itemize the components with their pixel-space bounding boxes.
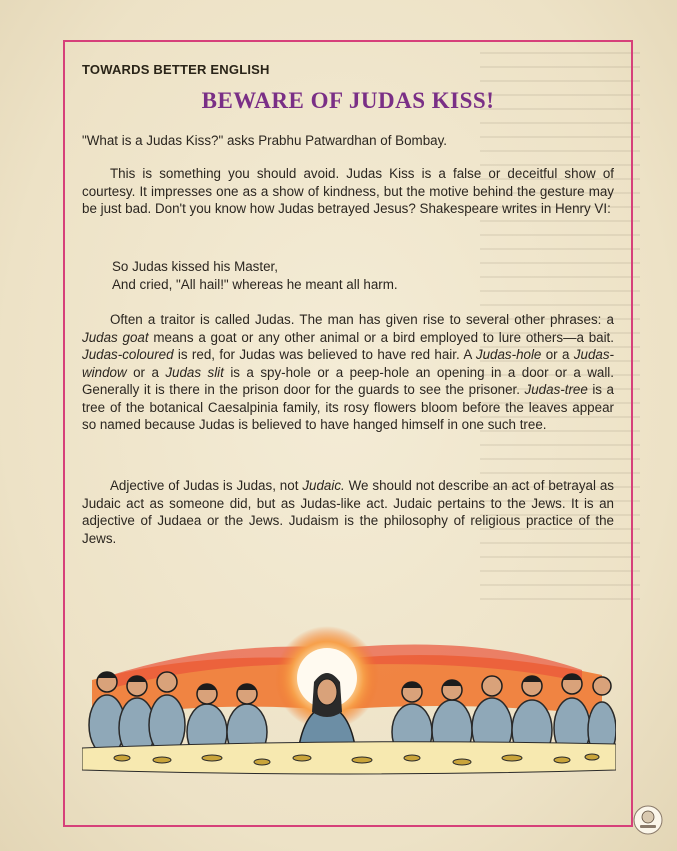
para3-text-1: Adjective of Judas is Judas, not bbox=[110, 478, 303, 493]
para2-text-2: means a goat or any other animal or a bird employed to lure others—a bait. bbox=[148, 329, 615, 345]
term-judas-window: Judas-window bbox=[82, 347, 614, 380]
term-judas-slit: Judas slit bbox=[165, 364, 224, 380]
term-judas-goat: Judas goat bbox=[82, 329, 149, 345]
para3-text-2: We should not describe an act of betrayal as Judaic act as someone did, but as Judas-like act. Judaic pertains to the Jews. It is an adjective of Judaea or the Jews. Judaism is the philosophy of religious practice of the Jews. bbox=[82, 478, 614, 546]
section-label: TOWARDS BETTER ENGLISH bbox=[82, 62, 270, 77]
watermark-logo bbox=[632, 804, 664, 836]
para2-text-1: Often a traitor is called Judas. The man has given rise to several other phrases: a bbox=[110, 312, 614, 327]
paragraph-1-text: This is something you should avoid. Judas Kiss is a false or deceitful show of courtesy. It impresses one as a show of kindness, but the motive behind the gesture may be just bad. Don't you know how Judas betrayed Jesus? Shakespeare writes in Henry VI: bbox=[82, 166, 614, 216]
para2-text-3: is red, for Judas was believed to have red hair. A bbox=[173, 347, 476, 362]
para2-text-7: is a tree of the botanical Caesalpinia family, its rosy flowers bloom before the leaves appear so named because Judas is believed to have hanged himself in one such tree. bbox=[82, 382, 614, 432]
quote-line-2: And cried, "All hail!" whereas he meant all harm. bbox=[112, 277, 398, 292]
last-supper-illustration bbox=[82, 620, 616, 780]
reader-question bbox=[82, 132, 614, 150]
term-judas-tree: Judas-tree bbox=[524, 382, 588, 397]
term-judaic: Judaic. bbox=[302, 478, 345, 493]
paragraph-2-text bbox=[82, 311, 614, 434]
question-text: "What is a Judas Kiss?" asks Prabhu Patwardhan of Bombay. bbox=[82, 133, 448, 148]
quote-line-1: So Judas kissed his Master, bbox=[112, 259, 278, 274]
para2-text-5: or a bbox=[126, 364, 166, 380]
term-judas-coloured: Judas-coloured bbox=[82, 347, 174, 362]
para2-text-6: is a spy-hole or a peep-hole an opening in a door or a wall. Generally it is there in the prison door for the guards to see the prisoner. bbox=[82, 364, 615, 397]
term-judas-hole: Judas-hole bbox=[475, 347, 542, 362]
paragraph-3-text bbox=[82, 477, 614, 547]
paragraph-2 bbox=[82, 311, 614, 434]
paragraph-3 bbox=[82, 477, 614, 547]
shakespeare-quote bbox=[112, 258, 532, 294]
para2-text-4: or a bbox=[541, 347, 574, 362]
article-title: BEWARE OF JUDAS KISS! bbox=[201, 88, 495, 113]
paragraph-1 bbox=[82, 165, 614, 218]
